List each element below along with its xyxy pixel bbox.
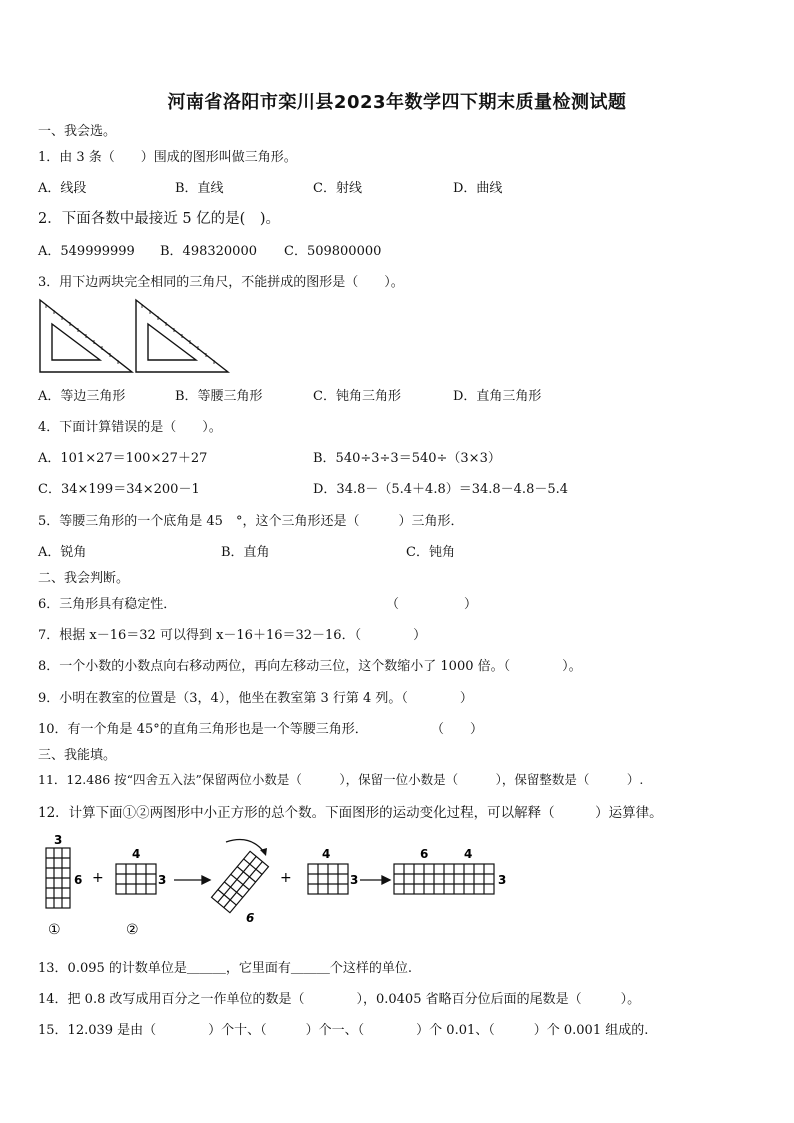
q2-option-b: B．498320000 — [160, 244, 257, 259]
fig3-side-number: 3 — [350, 873, 359, 887]
question-1: 1．由 3 条（ ）围成的图形叫做三角形。 — [38, 150, 297, 165]
q5-option-c: C．钝角 — [406, 545, 455, 560]
q4-option-b: B．540÷3÷3＝540÷（3×3） — [313, 451, 501, 466]
q4-option-a: A．101×27＝100×27＋27 — [38, 451, 208, 466]
plus-sign-2: + — [280, 870, 292, 886]
fig3-top-number: 4 — [322, 847, 331, 861]
result-grid — [394, 864, 494, 894]
q6-answer-blank: （ ） — [386, 597, 478, 612]
arrow-2 — [360, 876, 390, 884]
question-6: 6．三角形具有稳定性． — [38, 597, 177, 612]
q3-option-d: D．直角三角形 — [453, 389, 542, 404]
question-5: 5．等腰三角形的一个底角是 45 °，这个三角形还是（ ）三角形． — [38, 514, 464, 529]
grid-figure-1 — [46, 848, 70, 908]
rotation-arrow — [226, 840, 264, 852]
q5-option-b: B．直角 — [221, 545, 270, 560]
fig1-caption: ① — [48, 922, 61, 938]
fig2-caption: ② — [126, 922, 139, 938]
question-7: 7．根据 x－16＝32 可以得到 x－16＋16＝32－16．（ ） — [38, 628, 427, 643]
result-top-number-1: 6 — [420, 847, 429, 861]
fig2-side-number: 3 — [158, 873, 167, 887]
grid-figure-2 — [116, 864, 156, 894]
q4-option-c: C．34×199＝34×200－1 — [38, 482, 200, 497]
question-14: 14．把 0.8 改写成用百分之一作单位的数是（ ），0.0405 省略百分位后面的尾数是（ ）。 — [38, 992, 641, 1007]
question-3: 3．用下边两块完全相同的三角尺，不能拼成的图形是（ ）。 — [38, 275, 404, 290]
rotated-side-number: 6 — [246, 911, 255, 925]
question-13: 13．0.095 的计数单位是＿＿＿，它里面有＿＿＿个这样的单位. — [38, 961, 413, 976]
question-15: 15．12.039 是由（ ）个十、（ ）个一、（ ）个 0.01、（ ）个 0.001 组成的. — [38, 1023, 649, 1038]
q2-option-c: C．509800000 — [284, 244, 382, 259]
result-side-number: 3 — [498, 873, 507, 887]
question-4: 4．下面计算错误的是（ ）。 — [38, 420, 222, 435]
grid-figure-3 — [308, 864, 348, 894]
fig1-side-number: 6 — [74, 873, 83, 887]
arrow-1 — [174, 876, 210, 884]
q1-option-a: A．线段 — [38, 181, 87, 196]
fig2-top-number: 4 — [132, 847, 141, 861]
page-title: 河南省洛阳市栾川县2023年数学四下期末质量检测试题 — [167, 92, 627, 113]
q1-option-d: D．曲线 — [453, 181, 503, 196]
q4-option-d: D．34.8－（5.4＋4.8）＝34.8－4.8－5.4 — [313, 482, 569, 497]
q1-option-c: C．射线 — [313, 181, 362, 196]
result-top-number-2: 4 — [464, 847, 473, 861]
question-10: 10．有一个角是 45°的直角三角形也是一个等腰三角形． — [38, 722, 368, 737]
rotated-grid — [212, 851, 269, 912]
question-8: 8．一个小数的小数点向右移动两位，再向左移动三位，这个数缩小了 1000 倍。（ ）。 — [38, 659, 582, 674]
section-heading-judge: 二、我会判断。 — [38, 571, 130, 586]
section-heading-fill: 三、我能填。 — [38, 748, 117, 763]
question-9: 9．小明在教室的位置是（3，4），他坐在教室第 3 行第 4 列。（ ） — [38, 691, 473, 706]
question-2: 2．下面各数中最接近 5 亿的是( )。 — [38, 211, 280, 227]
q5-option-a: A．锐角 — [38, 545, 87, 560]
section-heading-choose: 一、我会选。 — [38, 124, 117, 139]
q12-grid-figure — [40, 830, 510, 940]
set-square-figure — [38, 298, 238, 374]
q10-answer-blank: （ ） — [431, 722, 484, 737]
q1-option-b: B．直线 — [175, 181, 224, 196]
q3-option-b: B．等腰三角形 — [175, 389, 263, 404]
q2-option-a: A．549999999 — [38, 244, 135, 259]
plus-sign-1: + — [92, 870, 104, 886]
question-11: 11．12.486 按“四舍五入法”保留两位小数是（ ），保留一位小数是（ ），保留整数是（ ）. — [38, 772, 644, 787]
question-12: 12．计算下面①②两图形中小正方形的总个数。下面图形的运动变化过程，可以解释（ ）运算律。 — [38, 805, 663, 821]
q3-option-c: C．钝角三角形 — [313, 389, 401, 404]
fig1-top-number: 3 — [54, 833, 63, 847]
q3-option-a: A．等边三角形 — [38, 389, 126, 404]
